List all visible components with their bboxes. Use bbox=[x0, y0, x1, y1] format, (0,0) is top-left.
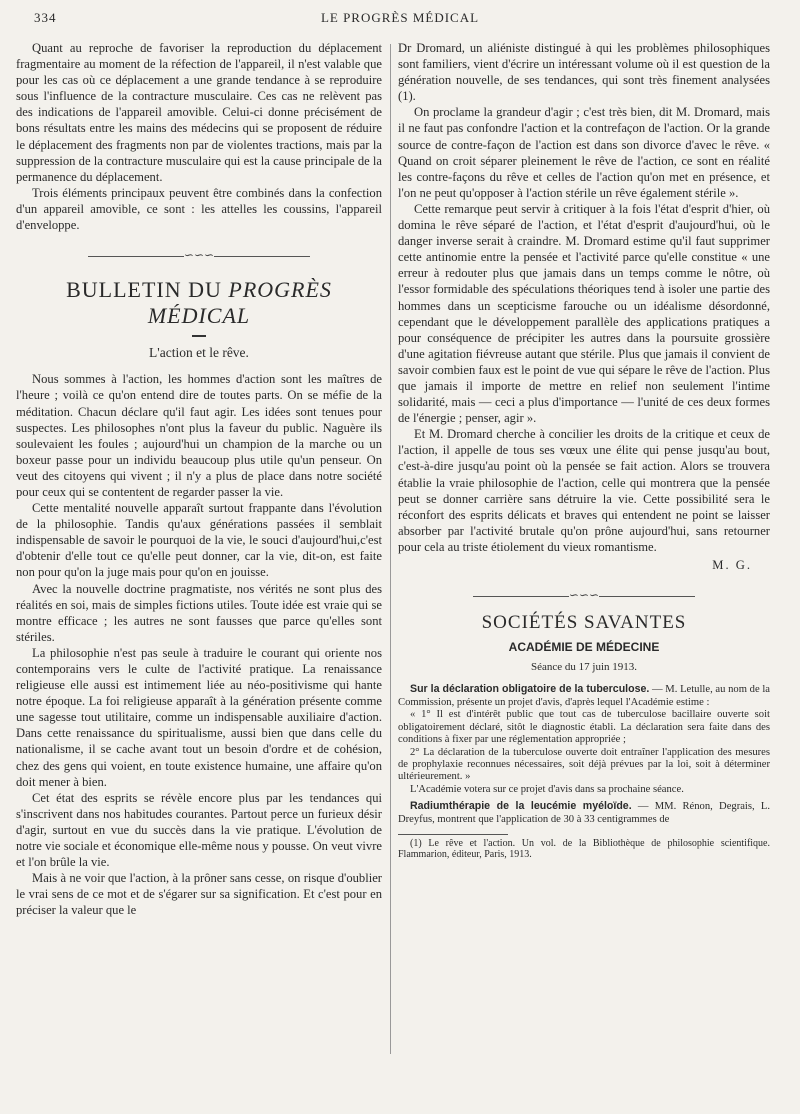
article-paragraph: Et M. Dromard cherche à concilier les droits de la critique et ceux de l'action, il appelle de tous ses vœux une élite qui pense jusqu'au bout, c'est-à-dire jusqu'au point où la pensée se fait action. Alors se trouvera établie la vraie philosophie de l'action, celle qui montrera que la pensée peut se donner carrière sans détruire la vie. Cette possibilité sera le réconfort des esprits délicats et braves qui entendent ne point se laisser absorber par l'activité brutale qu'on prône aujourd'hui, sans retourner pour cela au triste étiolement du vieux romantisme. bbox=[398, 427, 770, 554]
report-heading: Sur la déclaration obligatoire de la tuberculose. bbox=[410, 683, 650, 696]
article-title: L'action et le rêve. bbox=[149, 345, 249, 361]
report-radium: Radiumthérapie de la leucémie myéloïde. — MM. Rénon, Degrais, L. Dreyfus, montrent que l'application de 30 à 33 centigrammes de bbox=[398, 800, 771, 825]
report-tuberculose: Sur la déclaration obligatoire de la tuberculose. — M. Letulle, au nom de la Commission, présente un projet d'avis, d'après lequel l'Académie estime : bbox=[398, 683, 770, 708]
article-paragraph: Nous sommes à l'action, les hommes d'action sont les maîtres de l'heure ; voilà ce qu'on entend dire de toutes parts. On se méfie de la méditation. Chacun déclare qu'il faut agir. Les idées sont tenues pour suspectes. Les philosophes n'ont plus la faveur du public. Naguère ils soulevaient les foules ; aujourd'hui un champion de la marche ou un boxeur passe pour un individu beaucoup plus utile qu'un penseur. On veut des citoyens qui vivent ; il n'y a plus de place dans notre société pour ceux qui se contentent de regarder passer la vie. bbox=[16, 372, 382, 499]
bulletin-title bbox=[16, 277, 382, 329]
report-item: 2° La déclaration de la tuberculose ouverte doit entraîner l'application des mesures de prophylaxie reconnues nécessaires, soit déjà prévues par la loi, soit à déterminer ultérieurement. » bbox=[398, 746, 770, 783]
section-title-societes: SOCIÉTÉS SAVANTES bbox=[481, 612, 687, 634]
article-paragraph: On proclame la grandeur d'agir ; c'est très bien, dit M. Dromard, mais il ne faut pas confondre l'action et la contrefaçon de l'action. Or la grande source de contre-façon de l'action est dans son divorce d'avec le rêve. « Quand on croit séparer pleinement le rêve de l'action, ce sont en réalité les contre-façons du rêve et celles de l'action qu'on met en présence, et l'on ne peut qu'opposer à l'action stérile un rêve également stérile ». bbox=[398, 105, 770, 200]
page-number: 334 bbox=[34, 10, 57, 25]
article-paragraph: Dr Dromard, un aliéniste distingué à qui les problèmes philosophiques sont familiers, vient d'écrire un intéressant volume où il est question de la génération nouvelle, de ses tendances, qui sont très finement analysées (1). bbox=[398, 41, 770, 104]
session-report bbox=[398, 683, 770, 825]
author-signature: M. G. bbox=[712, 558, 752, 572]
intro-paragraph-1: Quant au reproche de favoriser la reproduction du déplacement fragmentaire au moment de la réfection de l'appareil, il n'est valable que pour les cas où ce déplacement a une grande tendance à se reproduire sous l'influence de la contracture musculaire. Ces cas ne relèvent pas des indications de l'appareil amovible. Celui-ci donne précisément de bons résultats entre les mains des médecins qui se proposent de réduire le déplacement des fragments non par de violentes tractions, mais par la suppression de la contracture musculaire qui est la cause principale de la permanence du déplacement. bbox=[16, 41, 382, 184]
footnote-rule bbox=[398, 834, 508, 835]
section-title-academie: ACADÉMIE DE MÉDECINE bbox=[508, 640, 660, 655]
bulletin-title-prefix: BULLETIN DU bbox=[66, 277, 229, 303]
report-item: « 1° Il est d'intérêt public que tout cas de tuberculose bacillaire ouverte soit obligatoirement déclaré, sitôt le diagnostic établi. La déclaration sera faite dans des conditions à fixer par une réglementation appropriée ; bbox=[398, 709, 770, 746]
intro-paragraph-2: Trois éléments principaux peuvent être combinés dans la confection d'un appareil amovible, ce sont : les attelles les coussins, l'appareil d'enveloppe. bbox=[16, 185, 382, 233]
left-column bbox=[16, 40, 382, 919]
session-date: Séance du 17 juin 1913. bbox=[530, 661, 637, 674]
article-paragraph: Mais à ne voir que l'action, à la prôner sans cesse, on risque d'oublier le vrai sens de ce mot et de s'égarer sur sa signification. Et c'est pour en préciser la valeur que le bbox=[16, 871, 382, 918]
page-header bbox=[34, 10, 766, 32]
column-divider bbox=[390, 44, 391, 1054]
article-paragraph: Cette mentalité nouvelle apparaît surtout frappante dans l'évolution de la philosophie. Tandis qu'aux générations passées il semblait indispensable de savoir le pourquoi de la vie, le souci d'aujourd'hui,c'est d'obtenir d'elle tout ce qu'elle peut donner, car la vie, dit-on, est faite non pour qu'on la juge mais pour qu'on en jouisse. bbox=[16, 501, 382, 580]
right-column bbox=[398, 40, 770, 861]
report-vote: L'Académie votera sur ce projet d'avis dans sa prochaine séance. bbox=[410, 783, 684, 795]
bulletin-title-journal: PROGRÈS MÉDICAL bbox=[147, 277, 332, 329]
article-paragraph: Cet état des esprits se révèle encore plus par les tendances qui s'inscrivent dans nos habitudes courantes. Partout perce un furieux désir d'agir, surtout en vue du succès dans la vie pratique. L'évolution de notre vie sociale et économique elle-même nous y pousse. On veut vivre et l'on brûle la vie. bbox=[16, 790, 382, 870]
report-heading: Radiumthérapie de la leucémie myéloïde. bbox=[410, 800, 632, 813]
article-paragraph: La philosophie n'est pas seule à traduire le courant qui oriente nos contemporains vers le culte de l'activité pratique. La renaissance religieuse elle aussi est intimement liée au néo-positivisme qui hante notre époque. La foi religieuse apparaît à la génération présente comme une sagesse tout utilitaire, comme un indispensable auxiliaire d'action. Dans cette renaissance du spiritualisme, aussi bien que dans celle du nationalisme, il se cache avant tout un besoin d'ordre et de cohésion, chez des gens qui voient, en toute existence humaine, une affaire qu'on doit mener à bien. bbox=[16, 645, 382, 789]
footnote: (1) Le rêve et l'action. Un vol. de la Bibliothèque de philosophie scientifique. Flammarion, éditeur, Paris, 1913. bbox=[398, 837, 770, 861]
ornament-divider: ∽∽∽ bbox=[398, 587, 770, 603]
running-head: LE PROGRÈS MÉDICAL bbox=[320, 10, 480, 25]
article-paragraph: Avec la nouvelle doctrine pragmatiste, nos vérités ne sont plus des réalités en soi, mais de simples fictions utiles. Toute idée est vraie qui se montre efficace ; les autres ne sont fausses que parce qu'elles sont stériles. bbox=[16, 581, 382, 644]
article-paragraph: Cette remarque peut servir à critiquer à la fois l'état d'esprit d'hier, où domina le rêve séparé de l'action, et l'état d'esprit d'aujourd'hui, où le danger inverse serait à craindre. M. Dromard estime qu'il faut supprimer cette antinomie entre la pensée et l'activité parce qu'elle constitue « une erreur à redouter plus que jamais dans un temps comme le nôtre, où l'essor formidable des spéculations théoriques tend à isoler une partie des hommes dans un scepticisme farouche ou un idéalisme désordonné, cependant que le développement parallèle des applications pratiques a pour conséquence de précipiter les autres dans la poursuite grossière d'une agitation fiévreuse autant que stérile. Plus que jamais il convient de savoir combien faux est le point de vue qui sépare le rêve de l'action. Plus que jamais il importe de mettre en relief non seulement l'intime solidarité, mais — ceci a plus d'importance — l'unité de ces deux formes de l'énergie ; penser, agir ». bbox=[398, 201, 770, 426]
ornament-divider: ∽∽∽ bbox=[16, 247, 382, 263]
title-dash bbox=[192, 335, 206, 337]
